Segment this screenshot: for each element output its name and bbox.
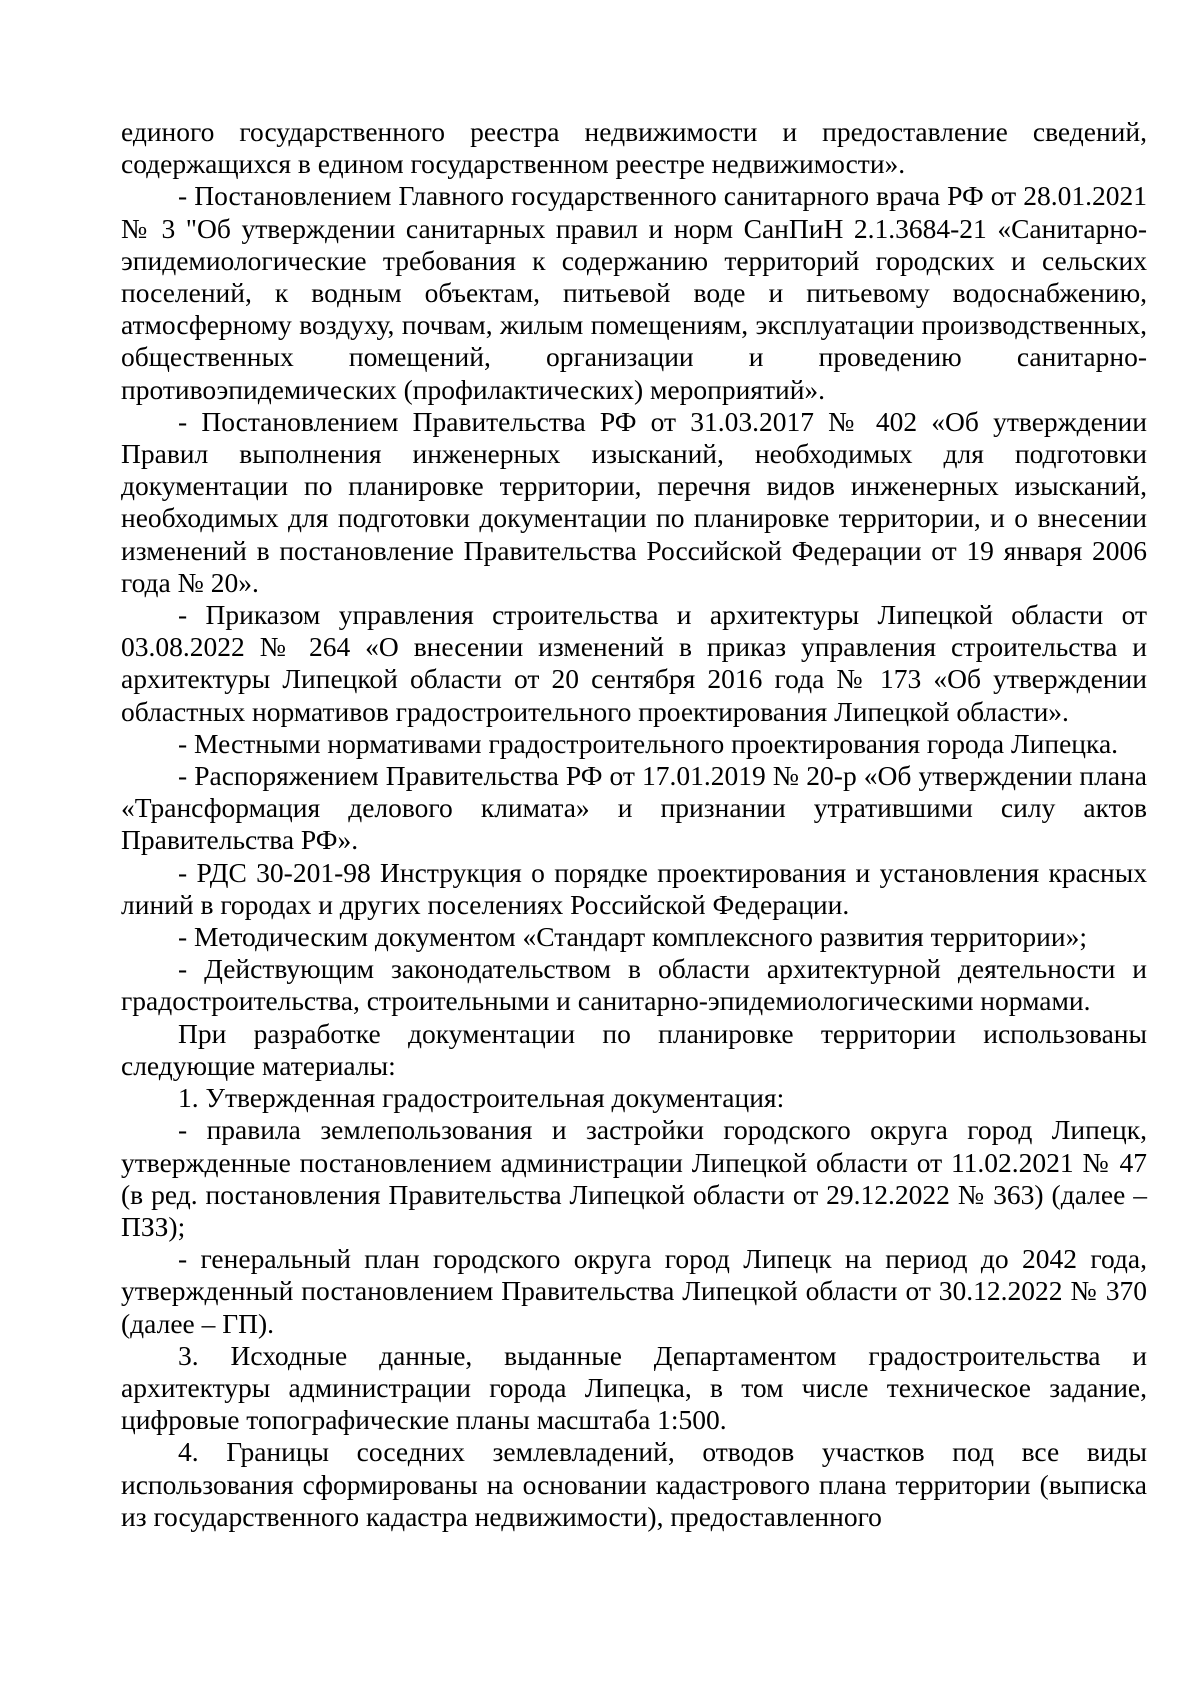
paragraph-engineering-surveys: - Постановлением Правительства РФ от 31.03.2017 № 402 «Об утверждении Правил выполнения инженерных изысканий, необходимых для подготовки документации по планировке территории, перечня видов инженерных изысканий, необходимых для подготовки документации по планировке территории, и о внесении изменений в постановление Правительства Российской Федерации от 19 января 2006 года № 20». xyxy=(121,405,1147,598)
paragraph-legislation: - Действующим законодательством в области архитектурной деятельности и градостроительства, строительными и санитарно-эпидемиологическими нормами. xyxy=(121,953,1147,1017)
paragraph-rds: - РДС 30-201-98 Инструкция о порядке проектирования и установления красных линий в городах и других поселениях Российской Федерации. xyxy=(121,856,1147,920)
paragraph-local-standards: - Местными нормативами градостроительного проектирования города Липецка. xyxy=(178,727,1119,759)
document-page xyxy=(121,116,1147,1533)
paragraph-materials-intro: При разработке документации по планировке территории использованы следующие материалы: xyxy=(121,1017,1147,1081)
list-item-4: 4. Границы соседних землевладений, отводов участков под все виды использования сформированы на основании кадастрового плана территории (выписка из государственного кадастра недвижимости), предоставленного xyxy=(121,1436,1147,1532)
paragraph-pzz: - правила землепользования и застройки городского округа город Липецк, утвержденные постановлением администрации Липецкой области от 11.02.2021 № 47 (в ред. постановления Правительства Липецкой области от 29.12.2022 № 363) (далее – ПЗЗ); xyxy=(121,1114,1147,1242)
paragraph-continuation: единого государственного реестра недвижимости и предоставление сведений, содержащихся в едином государственном реестре недвижимости». xyxy=(121,116,1147,180)
paragraph-methodical-document: - Методическим документом «Стандарт комплексного развития территории»; xyxy=(178,921,1088,953)
paragraph-regional-order: - Приказом управления строительства и архитектуры Липецкой области от 03.08.2022 № 264 «О внесении изменений в приказ управления строительства и архитектуры Липецкой области от 20 сентября 2016 года № 173 «Об утверждении областных нормативов градостроительного проектирования Липецкой области». xyxy=(121,599,1147,727)
paragraph-general-plan: - генеральный план городского округа город Липецк на период до 2042 года, утвержденный постановлением Правительства Липецкой области от 30.12.2022 № 370 (далее – ГП). xyxy=(121,1243,1147,1339)
paragraph-sanpin: - Постановлением Главного государственного санитарного врача РФ от 28.01.2021 № 3 "Об утверждении санитарных правил и норм СанПиН 2.1.3684-21 «Санитарно-эпидемиологические требования к содержанию территорий городских и сельских поселений, к водным объектам, питьевой воде и питьевому водоснабжению, атмосферному воздуху, почвам, жилым помещениям, эксплуатации производственных, общественных помещений, организации и проведению санитарно-противоэпидемических (профилактических) мероприятий». xyxy=(121,180,1147,405)
list-item-3: 3. Исходные данные, выданные Департаментом градостроительства и архитектуры администрации города Липецка, в том числе техническое задание, цифровые топографические планы масштаба 1:500. xyxy=(121,1339,1147,1436)
list-item-1: 1. Утвержденная градостроительная документация: xyxy=(178,1082,785,1114)
paragraph-business-climate: - Распоряжением Правительства РФ от 17.01.2019 № 20-р «Об утверждении плана «Трансформация делового климата» и признании утратившими силу актов Правительства РФ». xyxy=(121,760,1147,856)
